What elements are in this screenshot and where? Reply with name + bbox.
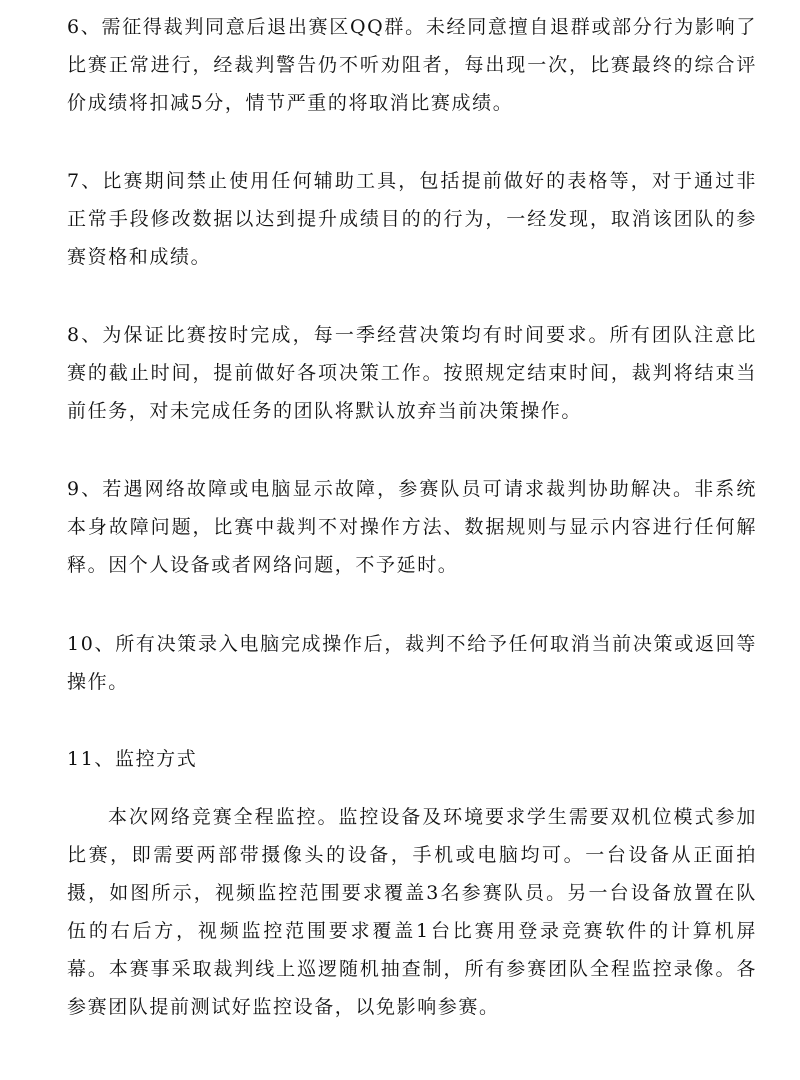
rule-9-paragraph: 9、若遇网络故障或电脑显示故障，参赛队员可请求裁判协助解决。非系统本身故障问题，比赛中裁判不对操作方法、数据规则与显示内容进行任何解释。因个人设备或者网络问题，不予延时。 [67, 478, 757, 576]
rule-7-paragraph: 7、比赛期间禁止使用任何辅助工具，包括提前做好的表格等，对于通过非正常手段修改数据以达到提升成绩目的的行为，一经发现，取消该团队的参赛资格和成绩。 [67, 170, 757, 268]
monitoring-description-paragraph: 本次网络竞赛全程监控。监控设备及环境要求学生需要双机位模式参加比赛，即需要两部带摄像头的设备，手机或电脑均可。一台设备从正面拍摄，如图所示，视频监控范围要求覆盖3名参赛队员。另一台设备放置在队伍的右后方，视频监控范围要求覆盖1台比赛用登录竞赛软件的计算机屏幕。本赛事采取裁判线上巡逻随机抽查制，所有参赛团队全程监控录像。各参赛团队提前测试好监控设备，以免影响参赛。 [67, 806, 757, 1018]
rule-11-heading: 11、监控方式 [67, 748, 198, 770]
rule-8-paragraph: 8、为保证比赛按时完成，每一季经营决策均有时间要求。所有团队注意比赛的截止时间，提前做好各项决策工作。按照规定结束时间，裁判将结束当前任务，对未完成任务的团队将默认放弃当前决策操作。 [67, 324, 757, 422]
rule-6-paragraph: 6、需征得裁判同意后退出赛区QQ群。未经同意擅自退群或部分行为影响了比赛正常进行，经裁判警告仍不听劝阻者，每出现一次，比赛最终的综合评价成绩将扣减5分，情节严重的将取消比赛成绩。 [67, 16, 757, 114]
rule-10-paragraph: 10、所有决策录入电脑完成操作后，裁判不给予任何取消当前决策或返回等操作。 [67, 633, 757, 693]
